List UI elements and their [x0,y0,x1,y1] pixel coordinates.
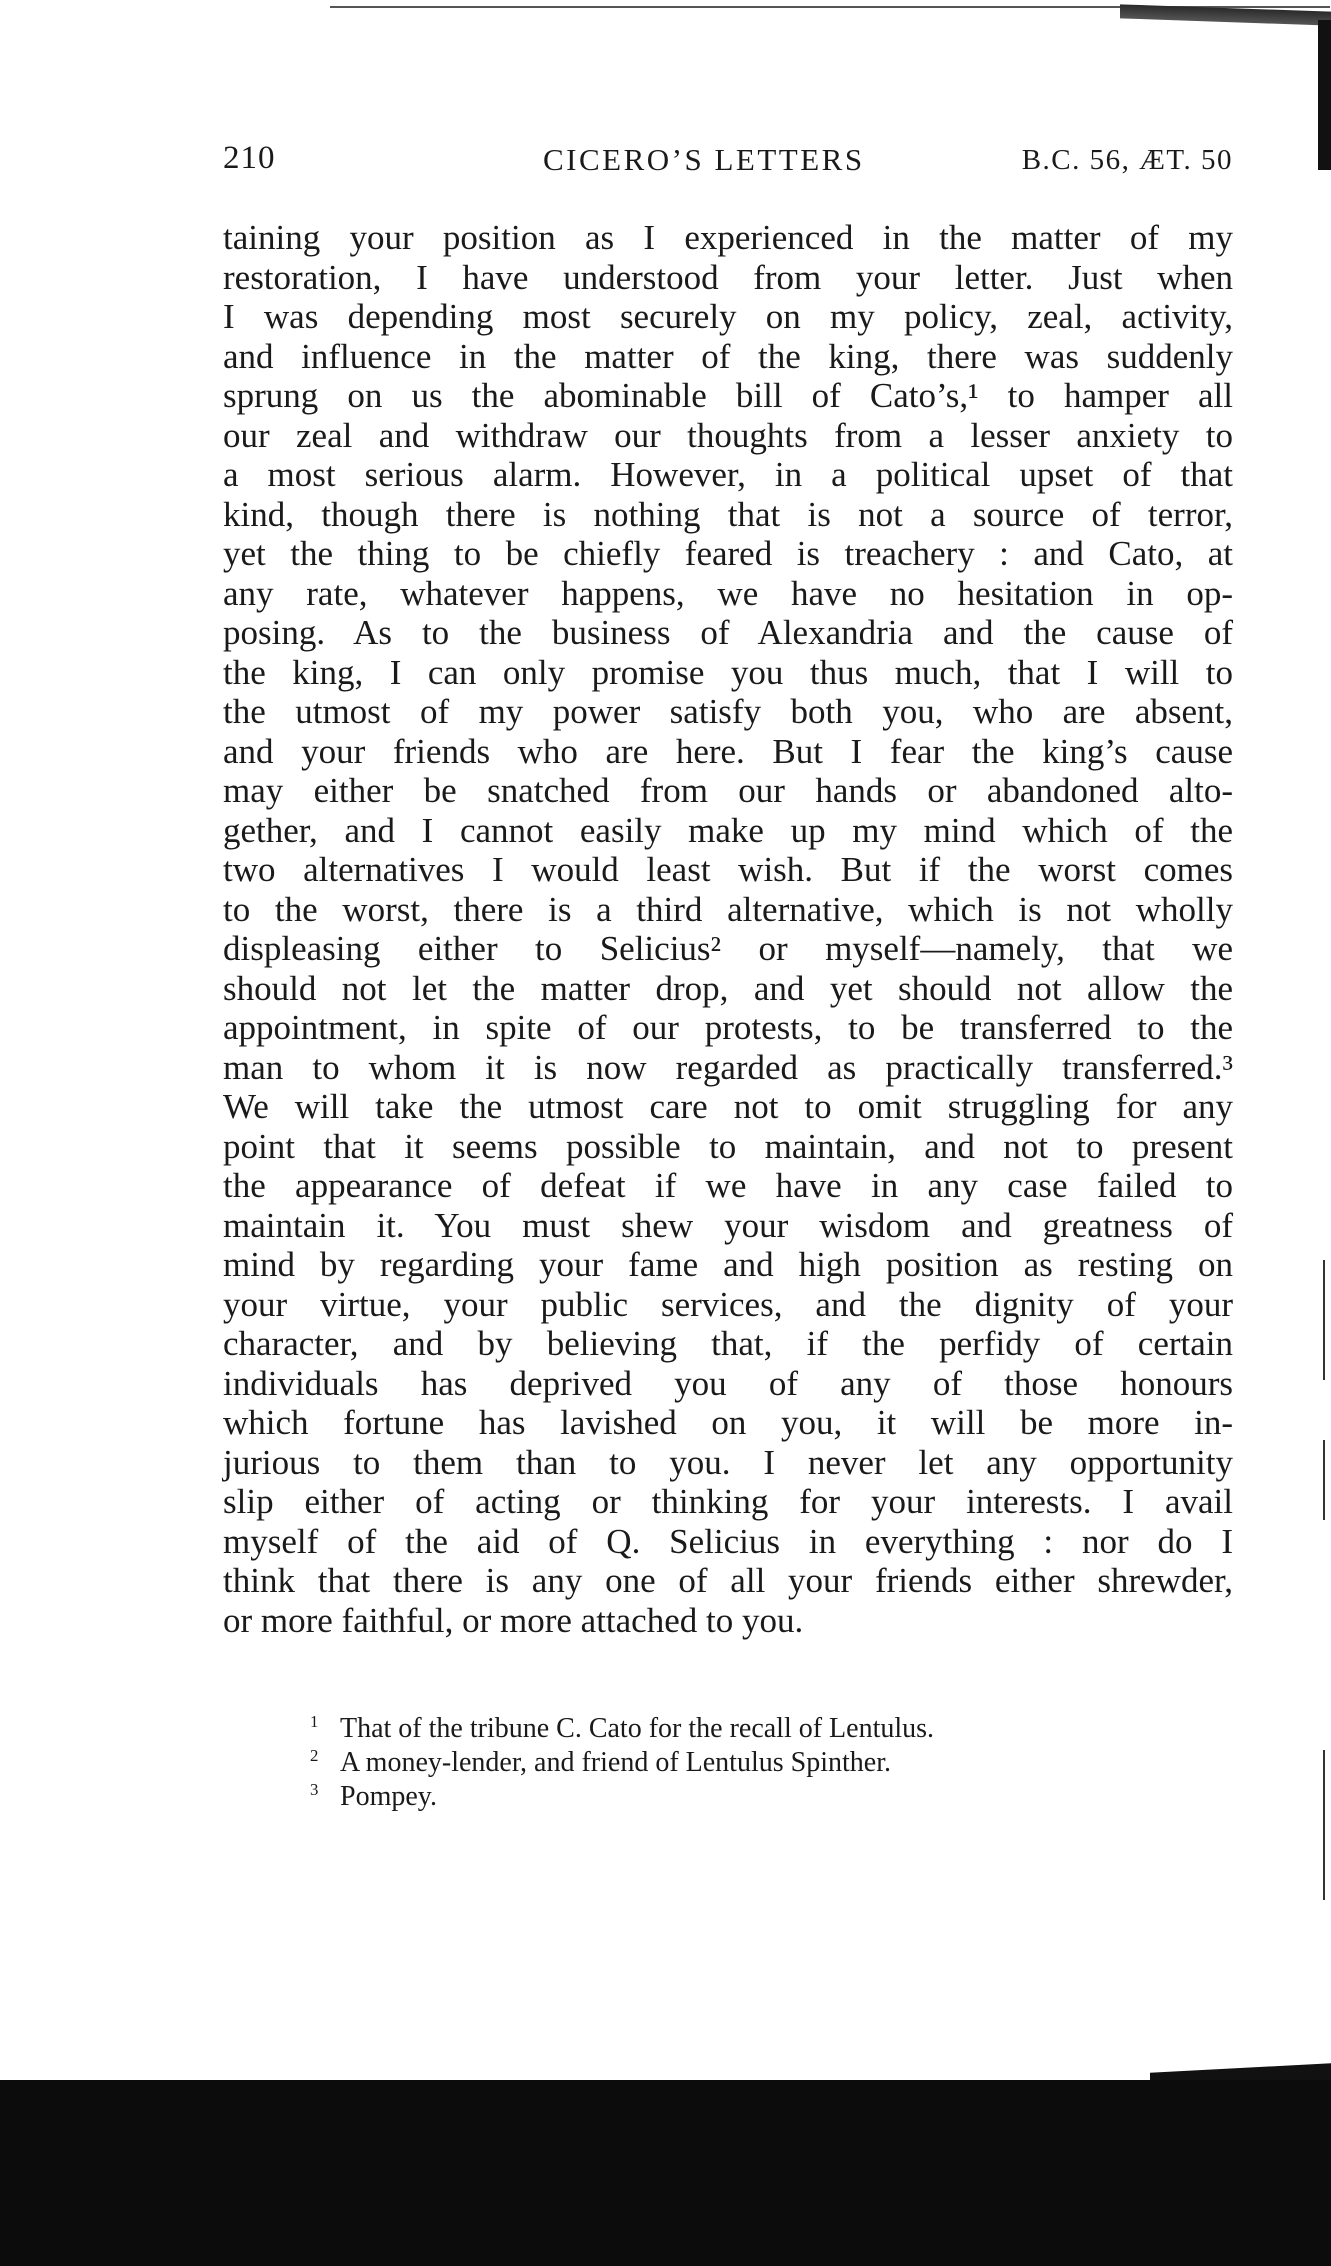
date-reference: B.C. 56, ÆT. 50 [1021,144,1233,176]
text-line: should not let the matter drop, and yet should not allow the [223,968,1233,1008]
text-line: appointment, in spite of our protests, to be transferred to the [223,1008,1233,1047]
scan-bottom-band [0,2080,1331,2266]
scan-edge-mark [1323,1260,1325,1380]
scan-edge-mark [1323,1440,1325,1520]
text-line: myself of the aid of Q. Selicius in everything : nor do I [223,1521,1233,1561]
text-line: think that there is any one of all your friends either shrewder, [223,1561,1233,1600]
footnote-text: That of the tribune C. Cato for the recall of Lentulus. [340,1713,935,1744]
text-line: any rate, whatever happens, we have no hesitation in op- [223,573,1233,613]
text-line: the king, I can only promise you thus much, that I will to [223,652,1233,692]
text-line: yet the thing to be chiefly feared is treachery : and Cato, at [223,534,1233,573]
text-line: restoration, I have understood from your letter. Just when [223,257,1233,297]
text-line: taining your position as I experienced in the matter of my [223,218,1233,257]
text-line: kind, though there is nothing that is not a source of terror, [223,494,1233,534]
text-line: individuals has deprived you of any of those honours [223,1363,1233,1403]
text-line: gether, and I cannot easily make up my mind which of the [223,810,1233,850]
scan-right-edge-shadow [1318,20,1331,170]
text-line: sprung on us the abominable bill of Cato’s,¹ to hamper all [223,376,1233,415]
text-line: your virtue, your public services, and the dignity of your [223,1284,1233,1324]
text-line: maintain it. You must shew your wisdom and greatness of [223,1205,1233,1245]
footnote: $^1$ That of the tribune C. Cato for the recall of Lentulus. [310,1711,935,1744]
text-line: We will take the utmost care not to omit struggling for any [223,1087,1233,1126]
running-head [223,140,1233,190]
page-number: 210 [223,140,276,176]
text-line: point that it seems possible to maintain, and not to present [223,1126,1233,1166]
text-line: and influence in the matter of the king, there was suddenly [223,336,1233,376]
text-line: I was depending most securely on my policy, zeal, activity, [223,297,1233,336]
text-line: jurious to them than to you. I never let any opportunity [223,1442,1233,1482]
text-line: a most serious alarm. However, in a political upset of that [223,455,1233,494]
text-line: which fortune has lavished on you, it will be more in- [223,1403,1233,1442]
running-title: CICERO’S LETTERS [543,142,865,177]
footnote-text: Pompey. [340,1781,437,1812]
text-line: displeasing either to Selicius² or myself—namely, that we [223,929,1233,968]
body-text [223,218,1233,1640]
text-line: two alternatives I would least wish. But if the worst comes [223,850,1233,889]
text-line: character, and by believing that, if the perfidy of certain [223,1324,1233,1363]
text-line: to the worst, there is a third alternative, which is not wholly [223,889,1233,929]
scan-edge-mark [1323,1750,1325,1900]
text-line: slip either of acting or thinking for your interests. I avail [223,1482,1233,1521]
text-line: the utmost of my power satisfy both you, who are absent, [223,692,1233,731]
text-line: and your friends who are here. But I fear the king’s cause [223,731,1233,771]
footnote: $^2$ A money-lender, and friend of Lentulus Spinther. [310,1745,891,1778]
footnote: $^3$ Pompey. [310,1779,437,1812]
text-line: our zeal and withdraw our thoughts from a lesser anxiety to [223,415,1233,455]
text-line: the appearance of defeat if we have in any case failed to [223,1166,1233,1205]
text-line: man to whom it is now regarded as practically transferred.³ [223,1047,1233,1087]
footnotes [310,1712,1210,1814]
text-line: or more faithful, or more attached to you. [223,1600,804,1640]
text-line: may either be snatched from our hands or abandoned alto- [223,771,1233,810]
footnote-text: A money-lender, and friend of Lentulus Spinther. [340,1747,891,1778]
text-line: mind by regarding your fame and high position as resting on [223,1245,1233,1284]
text-line: posing. As to the business of Alexandria and the cause of [223,613,1233,652]
